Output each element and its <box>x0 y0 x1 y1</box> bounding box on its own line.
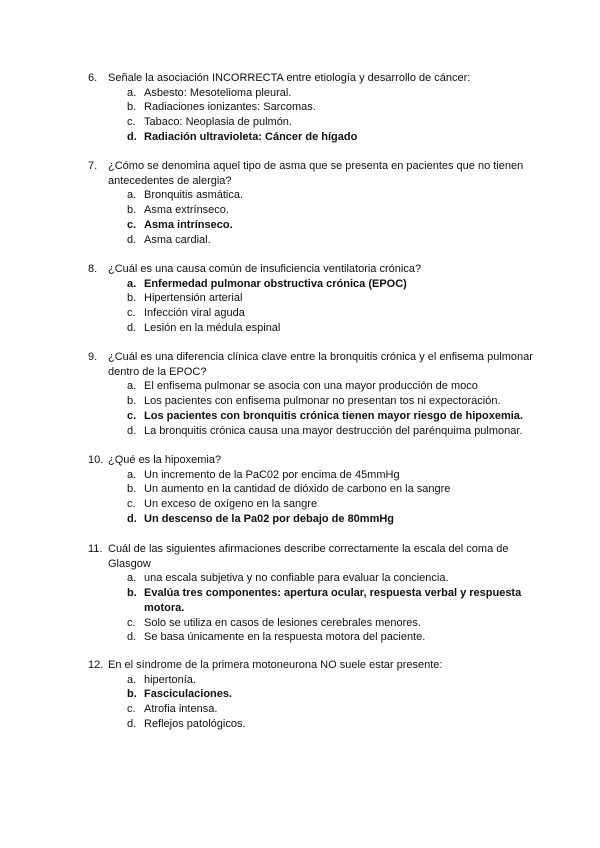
question-11 <box>88 542 538 645</box>
option-a-correct <box>88 277 538 292</box>
option-text: Un descenso de la Pa02 por debajo de 80mmHg <box>144 512 395 525</box>
option-d <box>88 321 538 336</box>
option-text: Hipertensión arterial <box>144 292 243 305</box>
option-letter: c. <box>127 703 136 716</box>
option-c-correct <box>88 409 538 424</box>
option-letter: b. <box>127 292 137 305</box>
question-10 <box>88 453 538 527</box>
option-a <box>88 86 538 101</box>
option-letter: b. <box>127 483 137 496</box>
option-b <box>88 394 538 409</box>
option-text: Radiación ultravioleta: Cáncer de hígado <box>144 130 358 143</box>
option-text: El enfisema pulmonar se asocia con una mayor producción de moco <box>144 380 478 393</box>
question-number: 6. <box>88 72 98 84</box>
option-a <box>88 673 538 688</box>
option-c <box>88 497 538 512</box>
option-letter: d. <box>127 233 137 246</box>
question-number: 7. <box>88 160 98 172</box>
option-letter: b. <box>127 587 137 600</box>
option-text: Asbesto: Mesotelioma pleural. <box>144 86 292 99</box>
option-letter: d. <box>127 717 137 730</box>
option-c <box>88 115 538 130</box>
option-text: Enfermedad pulmonar obstructiva crónica (EPOC) <box>144 277 407 290</box>
option-a <box>88 571 538 586</box>
option-text: Asma intrínseco. <box>144 218 233 231</box>
option-text: Atrofia intensa. <box>144 703 218 716</box>
option-letter: a. <box>127 572 137 585</box>
options-list <box>88 86 538 145</box>
question-8 <box>88 262 538 336</box>
question-12 <box>88 658 538 732</box>
option-c <box>88 306 538 321</box>
option-letter: a. <box>127 86 137 99</box>
option-letter: a. <box>127 673 137 686</box>
option-a <box>88 468 538 483</box>
option-c <box>88 616 538 631</box>
option-text: La bronquitis crónica causa una mayor destrucción del parénquima pulmonar. <box>144 424 523 437</box>
option-text: Fasciculaciones. <box>144 688 233 701</box>
option-letter: d. <box>127 130 137 143</box>
option-letter: c. <box>127 498 136 511</box>
options-list <box>88 571 538 645</box>
option-text: Los pacientes con bronquitis crónica tienen mayor riesgo de hipoxemia. <box>144 409 523 422</box>
option-text: Solo se utiliza en casos de lesiones cerebrales menores. <box>144 616 421 629</box>
option-d-correct <box>88 130 538 145</box>
option-text: Un incremento de la PaC02 por encima de 45mmHg <box>144 468 400 481</box>
option-letter: b. <box>127 204 137 217</box>
option-text: Se basa únicamente en la respuesta motora del paciente. <box>144 631 426 644</box>
option-text: hipertonía. <box>144 673 196 686</box>
option-letter: b. <box>127 395 137 408</box>
option-b <box>88 100 538 115</box>
option-letter: b. <box>127 101 137 114</box>
question-text: ¿Cómo se denomina aquel tipo de asma que se presenta en pacientes que no tienen antecedentes de alergia? <box>108 160 524 187</box>
option-d-correct <box>88 512 538 527</box>
options-list <box>88 188 538 247</box>
option-c-correct <box>88 218 538 233</box>
option-letter: c. <box>127 218 137 231</box>
option-letter: b. <box>127 688 137 701</box>
question-number: 9. <box>88 351 98 363</box>
option-text: Bronquitis asmática. <box>144 189 244 202</box>
option-d <box>88 424 538 439</box>
option-letter: d. <box>127 321 137 334</box>
option-a <box>88 188 538 203</box>
option-text: Tabaco: Neoplasia de pulmón. <box>144 116 292 129</box>
option-letter: a. <box>127 189 137 202</box>
option-a <box>88 379 538 394</box>
question-text: Señale la asociación INCORRECTA entre etiología y desarrollo de cáncer: <box>108 72 471 84</box>
option-b <box>88 482 538 497</box>
option-text: Radiaciones ionizantes: Sarcomas. <box>144 101 316 114</box>
question-text: Cuál de las siguientes afirmaciones describe correctamente la escala del coma de Glasgow <box>108 543 509 570</box>
question-text: ¿Cuál es una causa común de insuficiencia ventilatoria crónica? <box>108 263 422 275</box>
option-letter: c. <box>127 409 137 422</box>
option-text: Reflejos patológicos. <box>144 717 246 730</box>
option-letter: c. <box>127 616 136 629</box>
option-text: una escala subjetiva y no confiable para evaluar la conciencia. <box>144 572 449 585</box>
question-number: 11. <box>88 543 103 555</box>
options-list <box>88 379 538 438</box>
option-letter: c. <box>127 307 136 320</box>
question-9 <box>88 350 538 438</box>
question-number: 10. <box>88 454 104 466</box>
option-text: Los pacientes con enfisema pulmonar no presentan tos ni expectoración. <box>144 395 501 408</box>
option-letter: c. <box>127 116 136 129</box>
option-text: Asma cardial. <box>144 233 211 246</box>
question-number: 12. <box>88 659 104 671</box>
option-letter: a. <box>127 277 137 290</box>
option-b-correct <box>88 586 538 615</box>
option-d <box>88 717 538 732</box>
option-letter: d. <box>127 512 137 525</box>
question-text: ¿Cuál es una diferencia clínica clave entre la bronquitis crónica y el enfisema pulmonar dentro de la EPOC? <box>108 351 533 378</box>
option-letter: a. <box>127 380 137 393</box>
option-text: Un exceso de oxígeno en la sangre <box>144 498 318 511</box>
option-b-correct <box>88 687 538 702</box>
options-list <box>88 673 538 732</box>
option-letter: a. <box>127 468 137 481</box>
options-list <box>88 277 538 336</box>
option-text: Evalúa tres componentes: apertura ocular, respuesta verbal y respuesta motora. <box>144 587 522 614</box>
question-6 <box>88 71 538 145</box>
option-c <box>88 702 538 717</box>
option-b <box>88 203 538 218</box>
option-b <box>88 291 538 306</box>
question-7 <box>88 159 538 247</box>
option-letter: d. <box>127 424 137 437</box>
option-d <box>88 233 538 248</box>
question-number: 8. <box>88 263 98 275</box>
question-text: En el síndrome de la primera motoneurona NO suele estar presente: <box>108 659 443 671</box>
option-text: Lesión en la médula espinal <box>144 321 281 334</box>
option-text: Un aumento en la cantidad de dióxido de carbono en la sangre <box>144 483 451 496</box>
question-text: ¿Qué es la hipoxemia? <box>108 454 222 466</box>
option-text: Asma extrínseco. <box>144 204 229 217</box>
option-text: Infección viral aguda <box>144 307 245 320</box>
options-list <box>88 468 538 527</box>
option-letter: d. <box>127 631 137 644</box>
option-d <box>88 630 538 645</box>
